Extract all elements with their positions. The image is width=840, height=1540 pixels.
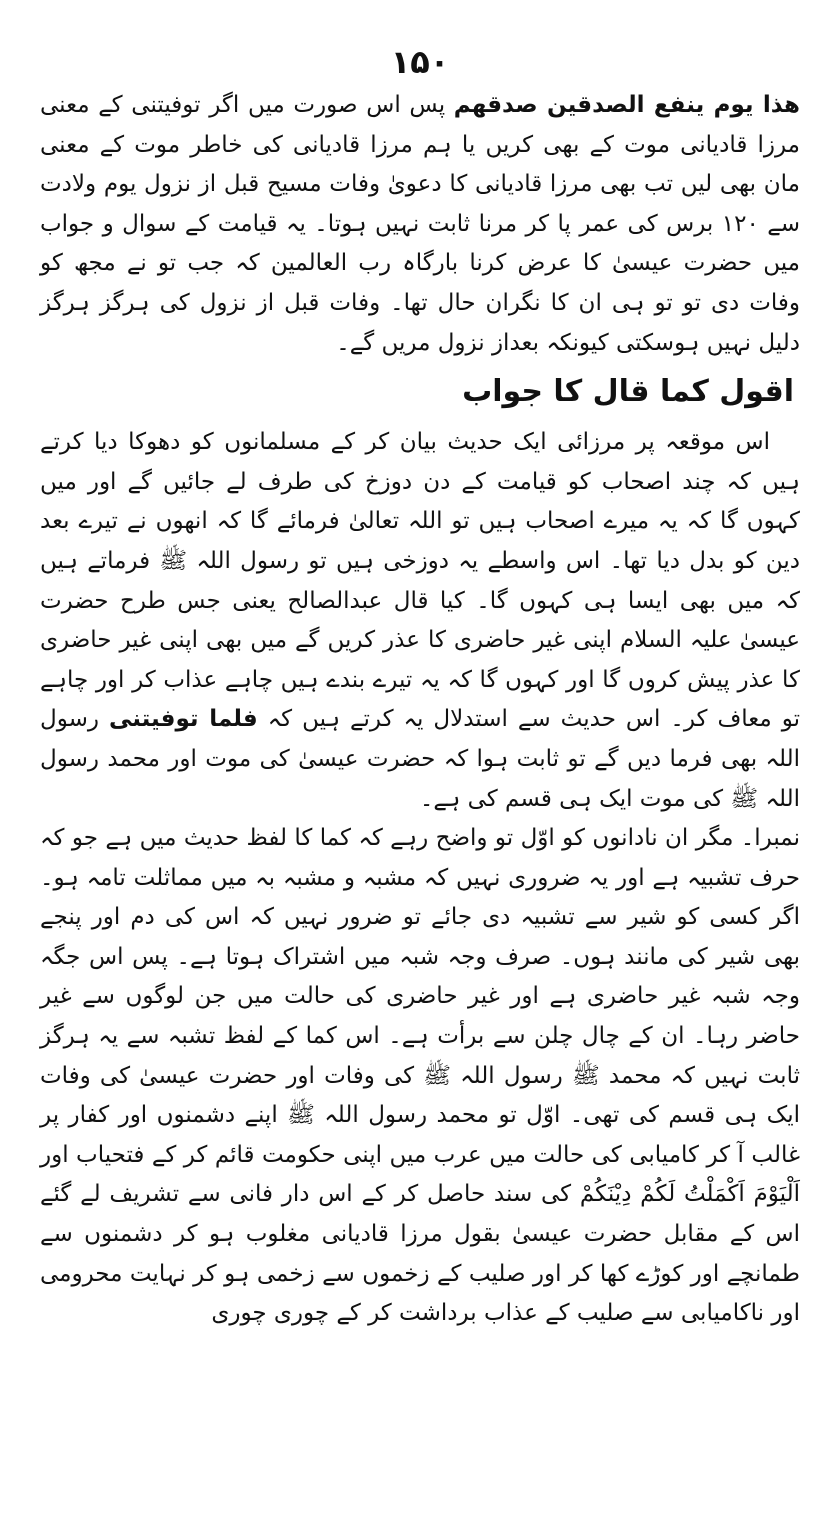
paragraph-2-part-a: اس موقعہ پر مرزائی ایک حدیث بیان کر کے مسلمانوں کو دھوکا دیا کرتے ہیں کہ چند اصحاب کو قیامت کے دن دوزخ کی طرف لے جائیں گے اور میں کہوں گا کہ یہ میرے اصحاب ہیں تو اللہ تعالیٰ فرمائے گا کہ انھوں نے تیرے بعد دین کو بدل دیا تھا۔ اس واسطے یہ دوزخی ہیں تو رسول اللہ ﷺ فرماتے ہیں کہ میں بھی ایسا ہی کہوں گا۔ کیا قال عبدالصالح یعنی جس طرح حضرت عیسیٰ علیہ السلام اپنی غیر حاضری کا عذر کریں گے میں بھی اپنی غیر حاضری کا عذر پیش کروں گا اور کہوں گا کہ یہ تیرے بندے ہیں چاہے عذاب کر اور چاہے تو معاف کر۔ اس حدیث سے استدلال یہ کرتے ہیں کہ [40,429,800,733]
paragraph-1 [40,86,800,363]
arabic-quote: هذا یوم ینفع الصدقین صدقهم [453,92,800,118]
paragraph-3: نمبرا۔ مگر ان نادانوں کو اوّل تو واضح رہے کہ کما کا لفظ حدیث میں ہے جو کہ حرف تشبیہ ہے اور یہ ضروری نہیں کہ مشبہ و مشبہ بہ میں مماثلت تامہ ہو۔ اگر کسی کو شیر سے تشبیہ دی جائے تو ضرور نہیں کہ اس کی دم اور پنجے بھی شیر کی مانند ہوں۔ صرف وجہ شبہ میں اشتراک ہوتا ہے۔ پس اس جگہ وجہ شبہ غیر حاضری ہے اور غیر حاضری کی حالت میں جن لوگوں سے غیر حاضر رہا۔ ان کے چال چلن سے برأت ہے۔ اس کما کے لفظ تشبہ سے یہ ہرگز ثابت نہیں کہ محمد ﷺ رسول اللہ ﷺ کی وفات اور حضرت عیسیٰ کی وفات ایک ہی قسم کی تھی۔ اوّل تو محمد رسول اللہ ﷺ اپنے دشمنوں اور کفار پر غالب آ کر کامیابی کی حالت میں عرب میں اپنی حکومت قائم کر کے فتحیاب اور اَلْیَوْمَ اَکْمَلْتُ لَکُمْ دِیْنَکُمْ کی سند حاصل کر کے اس دار فانی سے تشریف لے گئے اس کے مقابل حضرت عیسیٰ بقول مرزا قادیانی مغلوب ہو کر دشمنوں سے طمانچے اور کوڑے کھا کر اور صلیب کے زخموں سے زخمی ہو کر نہایت محرومی اور ناکامیابی سے صلیب کے عذاب برداشت کر کے چوری چوری [40,825,800,1327]
arabic-term: فلما توفیتنی [108,706,258,733]
paragraph-1-body: پس اس صورت میں اگر توفیتنی کے معنی مرزا قادیانی موت کے بھی کریں یا ہم مرزا قادیانی کی خاطر موت کے معنی مان بھی لیں تب بھی مرزا قادیانی کا دعویٰ وفات مسیح قبل از نزول یوم ولادت سے ۱۲۰ برس کی عمر پا کر مرنا ثابت نہیں ہوتا۔ یہ قیامت کے سوال و جواب میں حضرت عیسیٰ کا عرض کرنا بارگاہ رب العالمین کہ جب تو نے مجھ کو وفات دی تو تو ہی ان کا نگران حال تھا۔ وفات قبل از نزول کی ہرگز ہرگز دلیل نہیں ہوسکتی کیونکہ بعداز نزول مریں گے۔ [40,92,800,356]
page-number: ۱۵۰ [390,43,450,81]
section-1-text [40,86,800,363]
section-2-text [40,423,800,1334]
section-heading: اقول کما قال کا جواب [462,374,794,410]
paragraph-2 [40,423,800,819]
paragraph-2-part-b: رسول اللہ بھی فرما دیں گے تو ثابت ہوا کہ حضرت عیسیٰ کی موت اور محمد رسول اللہ ﷺ کی موت ایک ہی قسم کی ہے۔ [40,706,800,812]
